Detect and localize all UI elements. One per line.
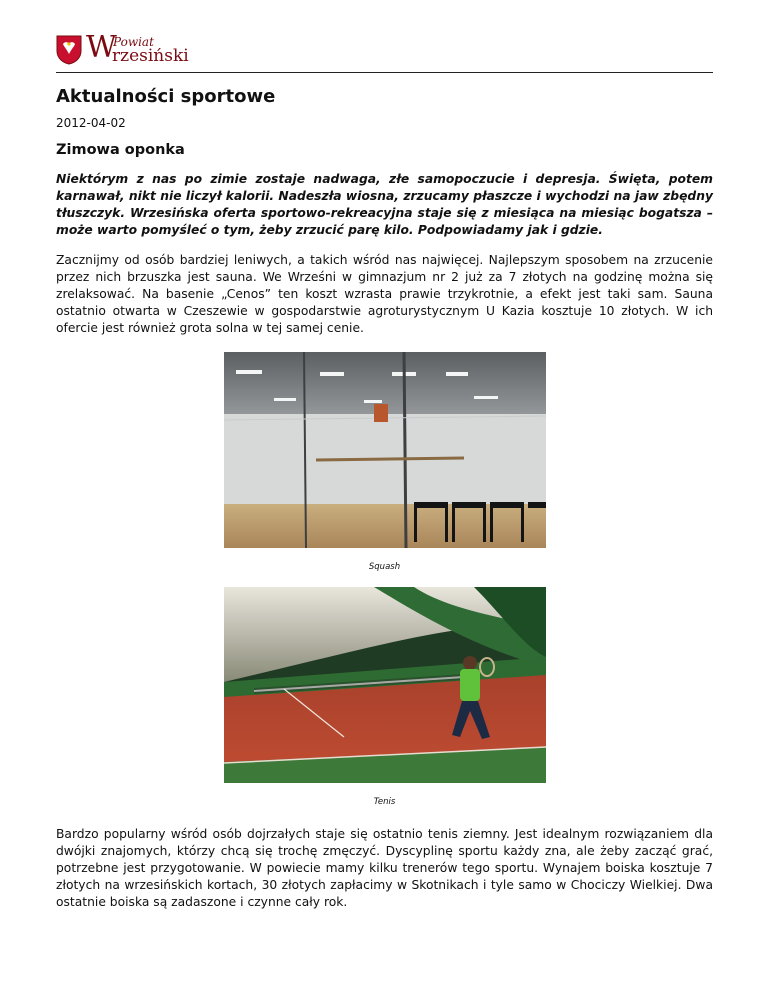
tennis-photo[interactable] (224, 587, 546, 783)
article-title: Zimowa oponka (56, 142, 185, 158)
squash-photo[interactable] (224, 352, 546, 548)
article-paragraph-1: Zacznijmy od osób bardziej leniwych, a takich wśród nas najwięcej. Najlepszym sposobem na zrzucenie przez nich brzuszka jest sauna. We Wrześni w gimnazjum nr 2 już za 7 złotych na godzinę można się zrelaksować. Na basenie „Cenos” ten koszt wzrasta prawie trzykrotnie, a efekt jest taki sam. Sauna ostatnio otwarta w Czeszewie w gospodarstwie agroturystycznym U Kazia kosztuje 10 złotych. W ich ofercie jest również grota solna w tej samej cenie. (56, 253, 713, 335)
article-lead: Niektórym z nas po zimie zostaje nadwaga, złe samopoczucie i depresja. Święta, potem karnawał, nikt nie liczył kalorii. Nadeszła wiosna, zrzucamy płaszcze i wychodzi na jaw zbędny tłuszczyk. Wrzesińska oferta sportowo-rekreacyjna staje się z miesiąca na miesiąc bogatsza – może warto pomyśleć o tym, żeby zrzucić parę kilo. Podpowiadamy jak i gdzie. (56, 172, 713, 237)
site-logo[interactable] (56, 30, 196, 66)
article (56, 86, 713, 911)
site-header (56, 30, 196, 70)
logo-top-text: Powiat (113, 35, 154, 49)
logo-big-letter: W (86, 30, 117, 65)
article-paragraph-2: Bardzo popularny wśród osób dojrzałych staje się ostatnio tenis ziemny. Jest idealnym rozwiązaniem dla dwójki znajomych, którzy chcą się trochę zmęczyć. Dyscyplinę sportu każdy zna, ale żeby zacząć grać, potrzebne jest przygotowanie. W powiecie mamy kilku trenerów tego sportu. Wynajem boiska kosztuje 7 złotych na wrzesińskich kortach, 30 złotych zapłacimy w Skotnikach i tyle samo w Chociczy Wielkiej. Dwa ostatnie boiska są zadaszone i czynne cały rok. (56, 827, 713, 909)
section-title: Aktualności sportowe (56, 86, 276, 107)
logo-wordmark (86, 30, 196, 66)
article-date: 2012-04-02 (56, 116, 126, 130)
figure-tennis (56, 587, 713, 808)
figure-caption-tennis: Tenis (373, 797, 396, 807)
figure-caption-squash: Squash (368, 562, 401, 572)
figure-squash (56, 352, 713, 573)
logo-bottom-text: rzesiński (112, 46, 189, 66)
crest-icon (56, 35, 82, 65)
header-divider (56, 72, 713, 73)
